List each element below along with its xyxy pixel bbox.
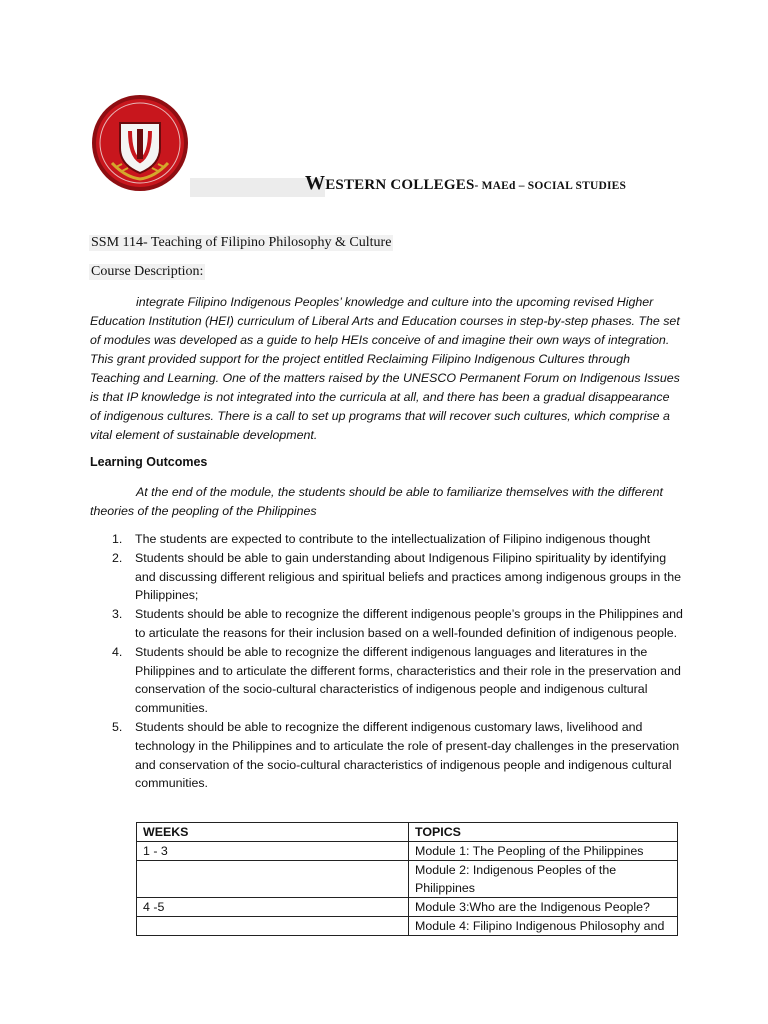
list-item [90,605,690,643]
list-item [90,530,690,549]
topic-cell: Module 4: Filipino Indigenous Philosophy and [409,917,678,936]
course-description [90,293,682,445]
topic-cell: Module 3:Who are the Indigenous People? [409,898,678,917]
topic-cell: Module 2: Indigenous Peoples of the Philippines [409,861,678,898]
list-text: Students should be able to gain understanding about Indigenous Filipino spirituality by identifying and discussing different religious and spiritual beliefs and practices among indigenous groups in the Philippines; [135,550,681,603]
college-title-rest: ESTERN COLLEGES [325,177,475,193]
weeks-cell: 1 - 3 [137,842,409,861]
table-row [137,842,678,861]
list-text: Students should be able to recognize the different indigenous people’s groups in the Philippines and to articulate the reasons for their inclusion based on a well-founded definition of indigenous people. [135,607,683,640]
table-header-row [137,823,678,842]
weeks-cell: 4 -5 [137,898,409,917]
table-row [137,898,678,917]
list-number: 2. [112,550,123,565]
learning-outcomes-heading: Learning Outcomes [90,455,208,469]
list-text: Students should be able to recognize the different indigenous customary laws, livelihood and technology in the Philippines and to articulate the role of present-day challenges in the preservation and conservation of the socio-cultural characteristics of indigenous people and indigenous cultural communities. [135,719,680,791]
table-row [137,861,678,898]
list-item [90,549,690,605]
list-number: 5. [112,719,123,734]
learning-outcomes-intro-text: At the end of the module, the students should be able to familiarize themselves with the different theories of the peopling of the Philippines [90,485,663,518]
weeks-cell [137,861,409,898]
course-description-label: Course Description: [91,264,204,279]
weeks-header: WEEKS [137,823,409,842]
table-row [137,917,678,936]
course-title: SSM 114- Teaching of Filipino Philosophy & Culture [91,235,392,250]
weeks-cell [137,917,409,936]
college-logo [90,93,190,193]
list-item [90,718,690,793]
list-number: 4. [112,644,123,659]
list-text: Students should be able to recognize the different indigenous languages and literatures in the Philippines and to articulate the different forms, characteristics and their role in the preservation and conservation of the socio-cultural characteristics of indigenous people and indigenous cultural communities. [135,644,681,716]
college-title-initial: W [305,172,326,194]
list-item [90,643,690,718]
learning-outcomes-intro [90,483,682,521]
program-label: - MAEd – SOCIAL STUDIES [474,180,627,192]
course-description-text: integrate Filipino Indigenous Peoples’ knowledge and culture into the upcoming revised Higher Education Institution (HEI) curriculum of Liberal Arts and Education courses in step-by-step phases. The set of modules was developed as a guide to help HEIs conceive of and imagine their own ways of integration. This grant provided support for the project entitled Reclaiming Filipino Indigenous Cultures through Teaching and Learning. One of the matters raised by the UNESCO Permanent Forum on Indigenous Issues is that IP knowledge is not integrated into the curricula at all, and there has been a gradual disappearance of indigenous cultures. There is a call to set up programs that will recover such cultures, which comprise a vital element of sustainable development. [90,295,680,442]
schedule-table [136,822,678,936]
topic-cell: Module 1: The Peopling of the Philippines [409,842,678,861]
learning-outcomes-list [90,530,690,793]
list-number: 1. [112,532,123,546]
topics-header: TOPICS [409,823,678,842]
list-text: The students are expected to contribute to the intellectualization of Filipino indigenous thought [135,532,651,546]
college-title [305,172,626,195]
list-number: 3. [112,607,123,622]
